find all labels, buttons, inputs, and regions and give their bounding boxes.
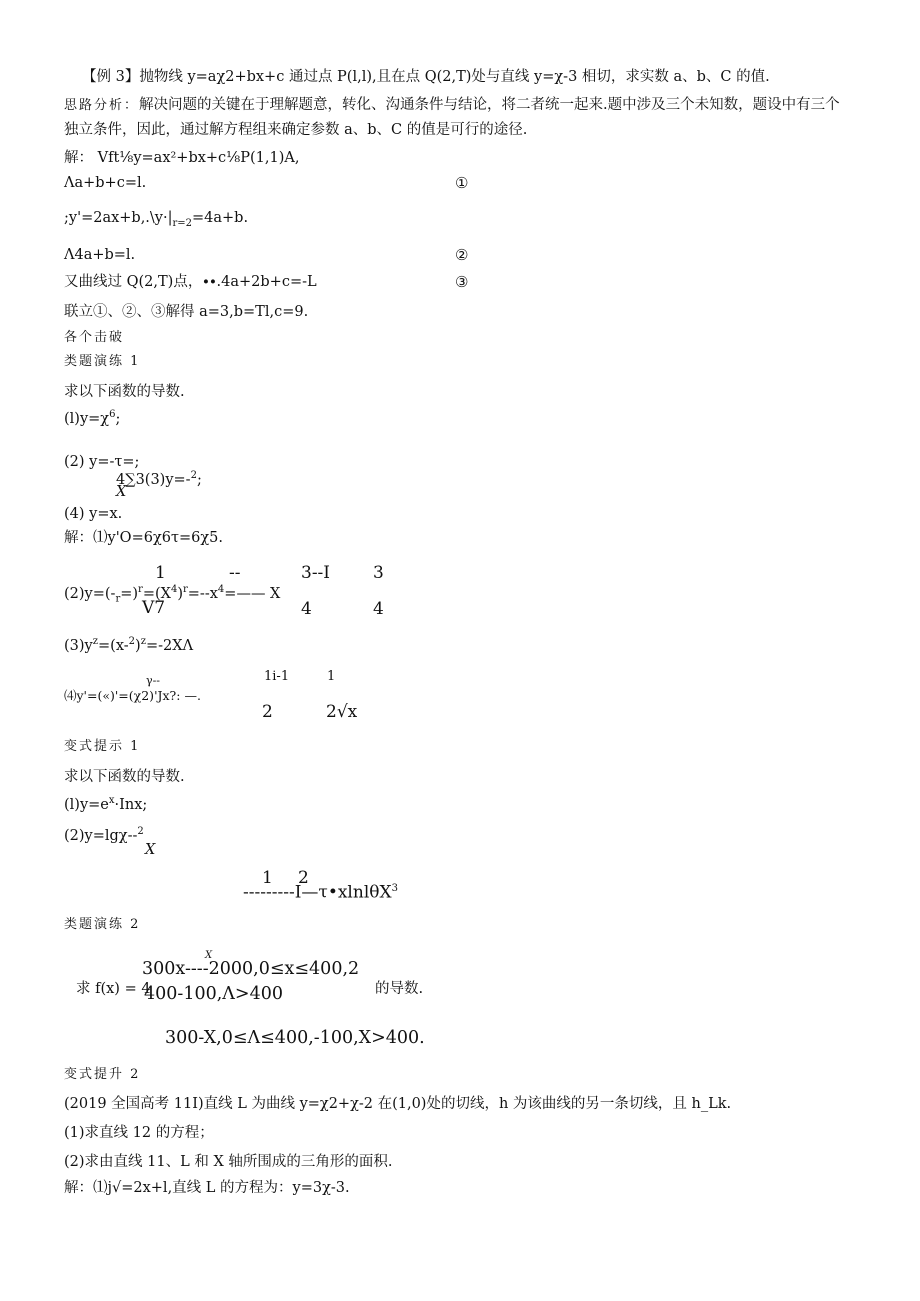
section-heading-practice-1: 类题演练 1 [64, 354, 141, 369]
a2-sup-3: r [183, 584, 188, 595]
practice1-q2-x: X [116, 484, 127, 500]
q2b-text: 4∑3(3)y=- [116, 471, 191, 488]
variant2-line-2: (1)求直线 12 的方程； [64, 1125, 214, 1141]
practice2-prefix: 求 f(x) = 4 [76, 981, 151, 997]
a3-part-1: (3)y [64, 637, 93, 654]
analysis-label: 思路分析： [64, 98, 140, 113]
example-text: 抛物线 y=aχ2+bx+c 通过点 P(l,l),且在点 Q(2,T)处与直线 y=χ-3 相切，求实数 a、b、C 的值. [139, 69, 770, 85]
practice1-answer-1: 解：⑴y'O=6χ6τ=6χ5. [64, 530, 223, 546]
solution-line-1: 解： Vft⅛y=ax²+bx+c⅛P(1,1)A, [64, 150, 300, 166]
variant1-q1 [64, 795, 147, 814]
a2-sub: r [115, 593, 121, 605]
a2-bottom-2: 4 [301, 599, 312, 619]
v1-answer-text: ---------I—τ•xlnlθX [243, 882, 392, 903]
example-tag: 【例 3】 [82, 69, 140, 85]
a2-top-2: -- [229, 563, 241, 583]
a2-top-4: 3 [373, 563, 384, 583]
a2-sup-4: 4 [217, 584, 225, 595]
practice1-intro: 求以下函数的导数. [64, 384, 185, 400]
section-heading-breakthrough: 各个击破 [64, 330, 125, 345]
a3-part-2: =(x- [98, 637, 129, 654]
derivative-text: ;y'=2ax+b,.\y·| [64, 210, 173, 226]
section-heading-variant-2: 变式提升 2 [64, 1067, 141, 1082]
equation-marker-2: ② [455, 246, 469, 264]
a3-sup-1: z [92, 636, 99, 647]
a2-part-5: =--x [187, 585, 218, 602]
practice2-row-2: 400-100,Λ>400 [144, 984, 283, 1004]
derivative-subscript: r=2 [172, 217, 193, 229]
a4-top-3: 1 [327, 669, 336, 684]
solution-line-5: 又曲线过 Q(2,T)点，∙∙.4a+2b+c=-L [64, 274, 317, 290]
a4-top-2: 1i-1 [264, 669, 290, 684]
variant1-intro: 求以下函数的导数. [64, 769, 185, 785]
a3-part-3: ) [135, 637, 141, 654]
v1-q1-text: (l)y=e [64, 796, 109, 813]
a2-bottom-3: 4 [373, 599, 384, 619]
practice1-answer-4: ⑷y'=(«)'=(χ2)'Jx?: —. [64, 688, 201, 703]
v1-q1-end: ·Inx; [114, 796, 148, 813]
a2-part-3: =(X [142, 585, 171, 602]
a2-part-4: ) [177, 585, 183, 602]
a4-bottom-1: 2 [262, 702, 273, 722]
q1-end: ; [115, 410, 121, 427]
practice2-x-small: X [205, 950, 213, 961]
a4-bottom-2: 2√x [326, 702, 358, 722]
a3-sup-2: 2 [128, 636, 136, 647]
v1-frac-2: 2 [298, 868, 309, 888]
practice1-q1 [64, 409, 120, 428]
analysis-line-2: 独立条件，因此，通过解方程组来确定参数 a、b、C 的值是可行的途径. [64, 122, 528, 138]
a2-part-1: (2)y=(- [64, 585, 116, 602]
example-3-heading [82, 70, 770, 86]
v1-q1-sup: x [108, 795, 115, 806]
v1-q2-sup: 2 [137, 826, 144, 837]
variant1-q2-x: X [145, 842, 156, 858]
section-heading-variant-1: 变式提示 1 [64, 739, 141, 754]
v1-frac-1: 1 [262, 868, 273, 888]
v1-q2-text: (2)y=lgχ-- [64, 827, 138, 844]
practice1-q4: (4) y=x. [64, 506, 123, 522]
variant2-line-3: (2)求由直线 11、L 和 X 轴所围成的三角形的面积. [64, 1154, 393, 1170]
practice2-row-1: 300x----2000,0≤x≤400,2 [142, 959, 360, 979]
a2-sup-1: r [138, 584, 143, 595]
solution-line-2: Λa+b+c=l. [64, 175, 147, 191]
a4-top-1: γ-- [146, 674, 161, 687]
a3-sup-3: z [140, 636, 146, 647]
analysis-text-1: 解决问题的关键在于理解题意，转化、沟通条件与结论，将二者统一起来.题中涉及三个未知数，题设中有三个 [139, 97, 840, 113]
a3-part-4: =-2XΛ [145, 637, 194, 654]
section-heading-practice-2: 类题演练 2 [64, 917, 141, 932]
practice1-q2-q3 [116, 470, 202, 489]
q1-text: (l)y=χ [64, 410, 110, 427]
q2b-end: ; [196, 471, 202, 488]
a2-part-2: =) [120, 585, 139, 602]
variant1-q2 [64, 826, 144, 845]
solution-line-4: Λ4a+b=l. [64, 247, 136, 263]
a2-top-1: 1 [155, 563, 166, 583]
variant2-line-1: (2019 全国高考 11I)直线 L 为曲线 y=χ2+χ-2 在(1,0)处的切线，h 为该曲线的另一条切线，且 h_Lk. [64, 1096, 732, 1112]
practice1-answer-3 [64, 636, 193, 655]
variant2-line-4: 解：⑴j√=2x+l,直线 L 的方程为：y=3χ-3. [64, 1180, 350, 1196]
solution-line-6: 联立①、②、③解得 a=3,b=Tl,c=9. [64, 304, 309, 320]
practice2-answer: 300-X,0≤Λ≤400,-100,X>400. [165, 1028, 425, 1048]
equation-marker-1: ① [455, 174, 469, 192]
solution-line-3 [64, 211, 248, 229]
equation-marker-3: ③ [455, 273, 469, 291]
a2-sup-2: 4 [170, 584, 178, 595]
a2-part-6: =—— X [224, 585, 281, 602]
analysis-line-1 [64, 98, 840, 114]
q2b-sup: 2 [190, 470, 197, 481]
practice1-answer-2 [64, 584, 280, 605]
q1-sup: 6 [109, 409, 116, 420]
a2-top-3: 3--I [301, 563, 331, 583]
variant1-answer [243, 883, 398, 902]
v1-answer-sup: 3 [391, 883, 398, 894]
a2-bottom-1: V7 [142, 598, 166, 618]
practice1-q2: (2) y=-τ=; [64, 454, 140, 470]
derivative-end: =4a+b. [192, 210, 249, 226]
practice2-suffix: 的导数. [375, 981, 424, 997]
